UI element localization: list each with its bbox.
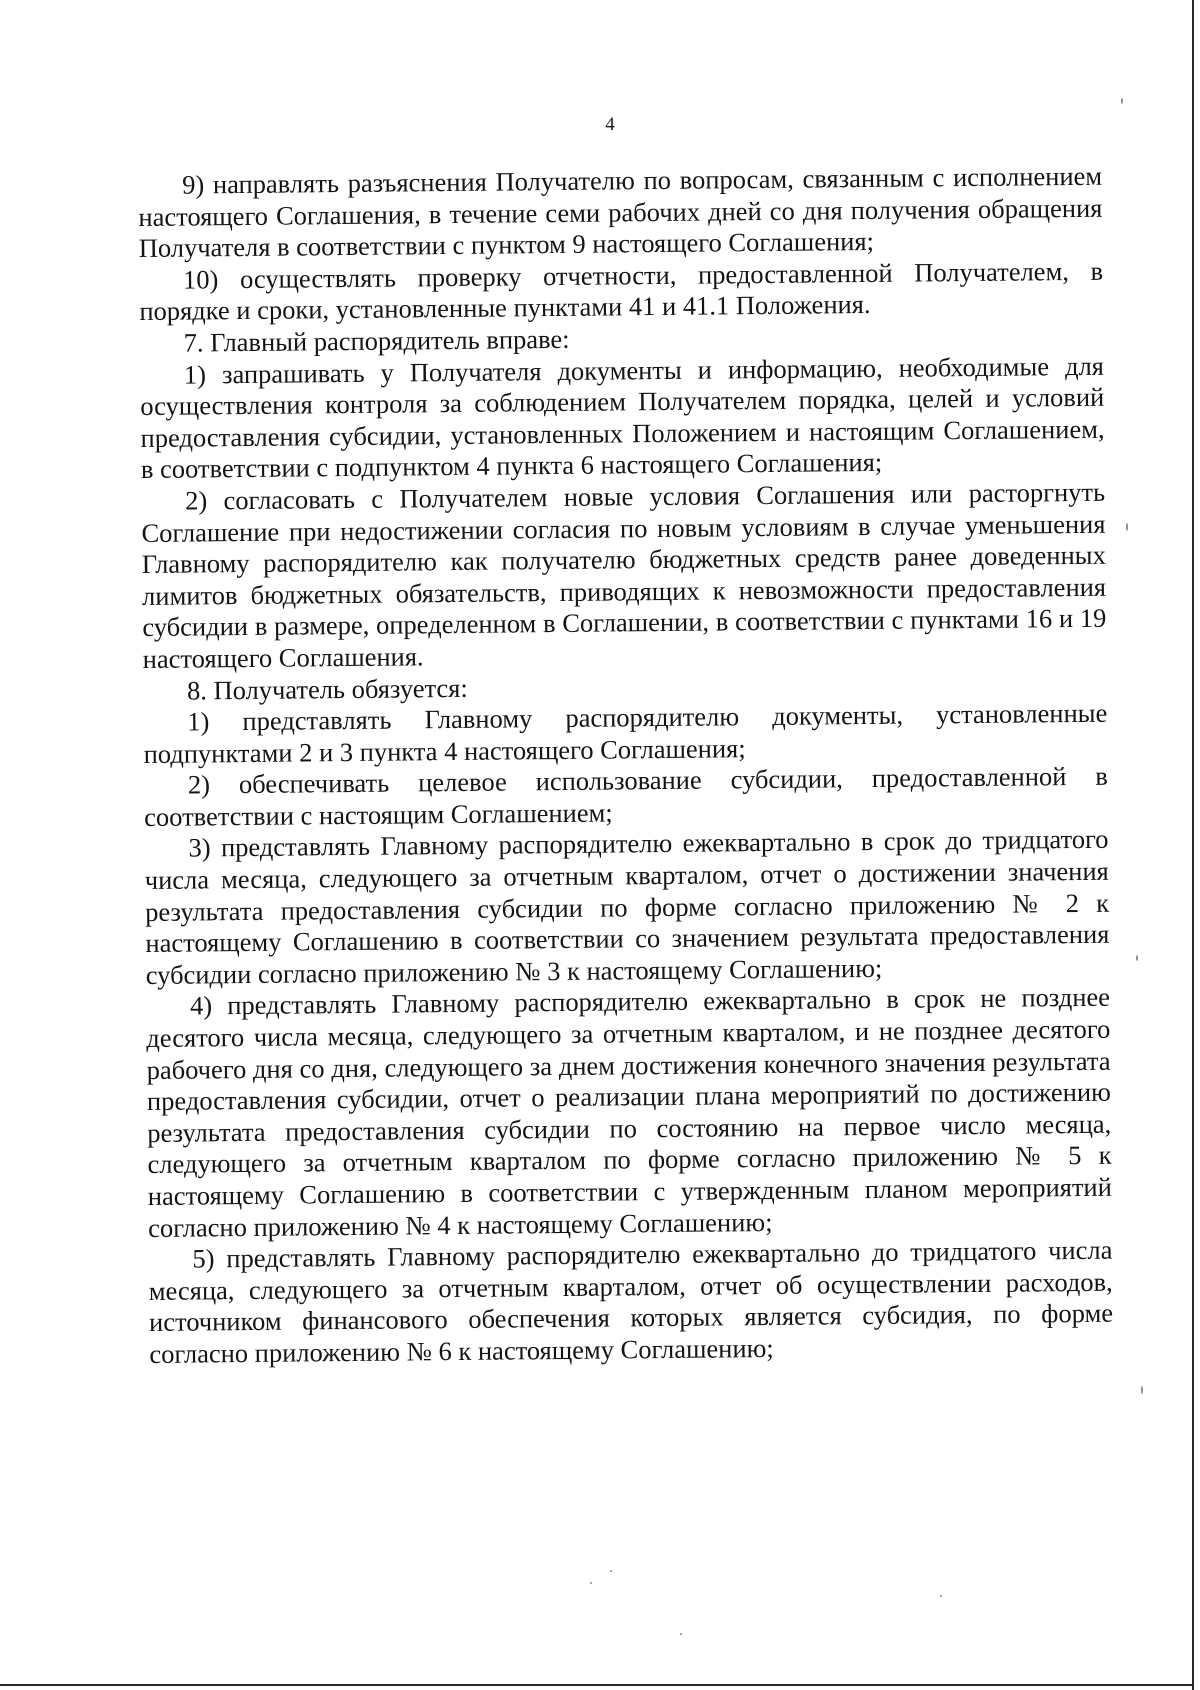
scan-speck <box>1126 523 1128 531</box>
page-number: 4 <box>605 114 615 135</box>
clause-8-1: 1) представлять Главному распорядителю документы, установленные подпунктами 2 и 3 пункта 4 настоящего Соглашения; <box>143 697 1108 769</box>
clause-8-3: 3) представлять Главному распорядителю ежеквартально в срок до тридцатого числа месяца, следующего за отчетным кварталом, отчет о достижении значения результата предоставления субсидии по форме согласно приложению № 2 к настоящему Соглашению в соответствии со значением результата предоставления субсидии согласно приложению № 3 к настоящему Соглашению; <box>144 824 1110 990</box>
scan-speck <box>1121 98 1123 104</box>
scan-speck <box>1136 955 1138 961</box>
scan-edge-right <box>1192 0 1194 1690</box>
clause-6-10: 10) осуществлять проверку отчетности, предоставленной Получателем, в порядке и сроки, установленные пунктами 41 и 41.1 Положения. <box>139 255 1104 327</box>
clause-7-2: 2) согласовать с Получателем новые условия Соглашения или расторгнуть Соглашение при недостижении согласия по новым условиям в случае уменьшения Главному распорядителю как получателю бюджетных средств ранее доведенных лимитов бюджетных обязательств, приводящих к невозможности предоставления субсидии в размере, определенном в Соглашении, в соответствии с пунктами 16 и 19 настоящего Соглашения. <box>141 476 1107 674</box>
section-7-heading: 7. Главный распорядитель вправе: <box>183 323 570 358</box>
clause-8-2: 2) обеспечивать целевое использование субсидии, предоставленной в соответствии с настоящим Соглашением; <box>144 761 1109 832</box>
clause-8-4: 4) представлять Главному распорядителю ежеквартально в срок не позднее десятого числа месяца, следующего за отчетным кварталом, и не позднее десятого рабочего дня со дня, следующего за днем достижения конечного значения результата предоставления субсидии, отчет о реализации плана мероприятий по достижению результата предоставления субсидии по состоянию на первое число месяца, следующего за отчетным кварталом по форме согласно приложению № 5 к настоящему Соглашению в соответствии с утвержденным планом мероприятий согласно приложению № 4 к настоящему Соглашению; <box>146 982 1112 1243</box>
clause-8-5: 5) представлять Главному распорядителю ежеквартально до тридцатого числа месяца, следующего за отчетным кварталом, отчет об осуществлении расходов, источником финансового обеспечения которых является субсидия, по форме согласно приложению № 6 к настоящему Соглашению; <box>148 1234 1114 1369</box>
section-8-heading: 8. Получатель обязуется: <box>186 672 468 706</box>
scan-speck <box>610 1570 612 1572</box>
clause-6-9: 9) направлять разъяснения Получателю по вопросам, связанным с исполнением настоящего Соглашения, в течение семи рабочих дней со дня получения обращения Получателя в соответствии с пунктом 9 настоящего Соглашения; <box>138 160 1103 264</box>
scan-speck <box>590 1582 592 1584</box>
scan-speck <box>680 1633 682 1635</box>
scan-speck <box>1141 1386 1143 1394</box>
clause-7-1: 1) запрашивать у Получателя документы и информацию, необходимые для осуществления контроля за соблюдением Получателем порядка, целей и условий предоставления субсидии, установленных Положением и настоящим Соглашением, в соответствии с подпунктом 4 пункта 6 настоящего Соглашения; <box>140 350 1105 485</box>
scan-speck <box>940 1595 942 1597</box>
document-body <box>138 161 1113 1371</box>
